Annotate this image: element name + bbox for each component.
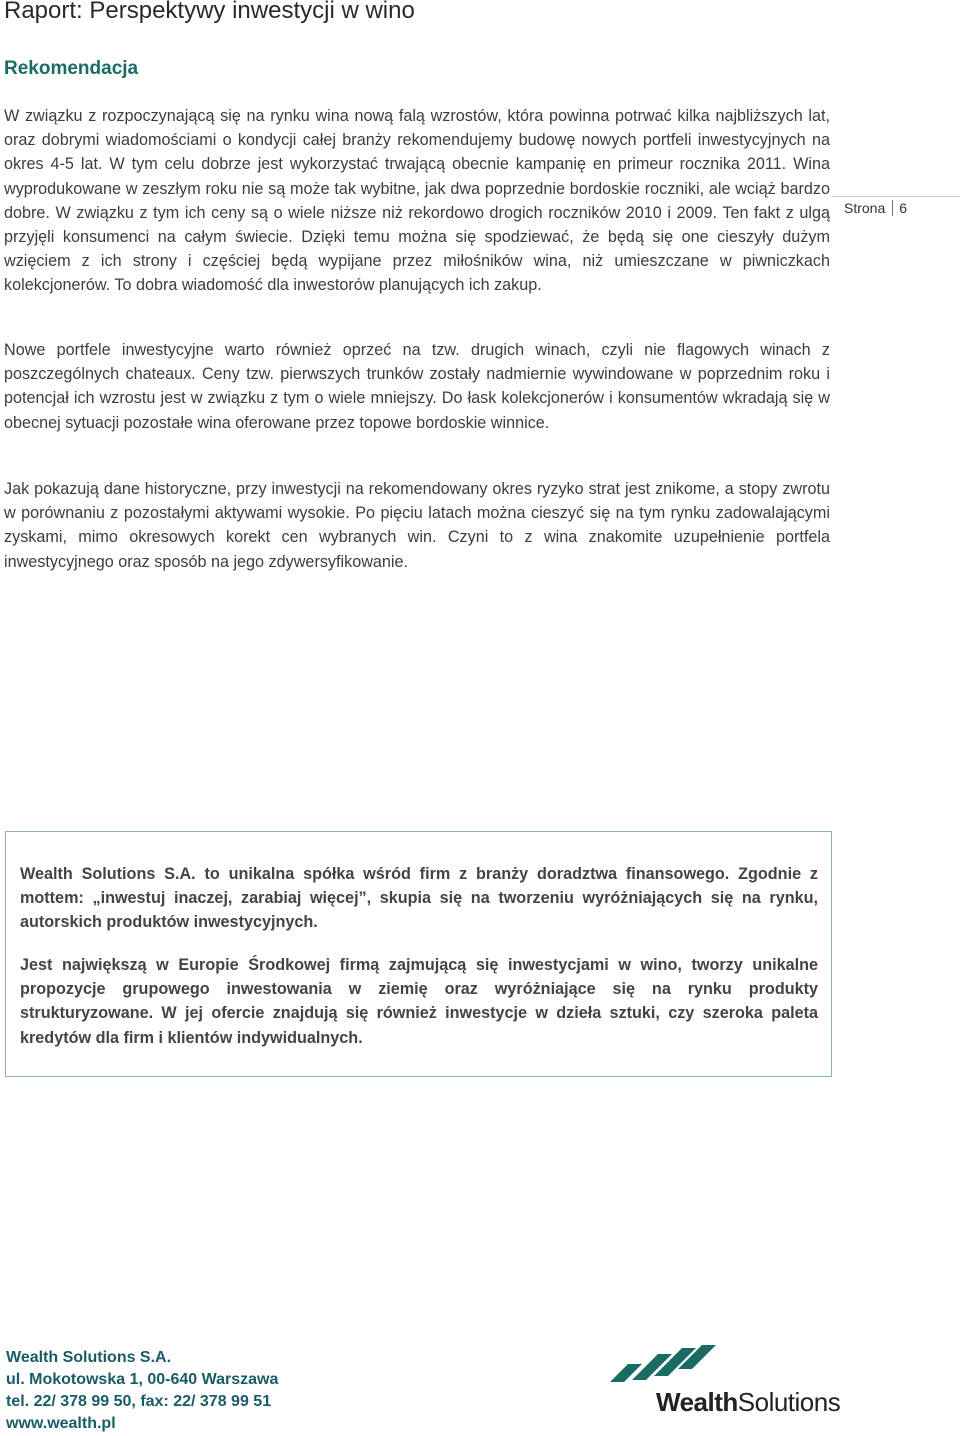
page-number-label: Strona [832, 200, 893, 216]
recommendation-paragraph: Nowe portfele inwestycyjne warto również oprzeć na tzw. drugich winach, czyli nie flagowych winach z poszczególnych chateaux. Ceny tzw. pierwszych trunków zostały nadmiernie wywindowane w poprzednim roku i potencjał ich wzrostu jest w związku z tym o wiele mniejszy. Do łask kolekcjonerów i konsumentów wkradają się w obecnej sytuacji pozostałe wina oferowane przez topowe bordoskie winnice. [4, 341, 830, 432]
footer-contact [6, 1347, 278, 1435]
section-heading: Rekomendacja [4, 58, 139, 79]
logo-wordmark: WealthSolutions [656, 1387, 841, 1417]
page-title: Raport: Perspektywy inwestycji w wino [4, 0, 415, 24]
footer-address: ul. Mokotowska 1, 00-640 Warszawa [6, 1371, 279, 1388]
footer-phone: tel. 22/ 378 99 50, fax: 22/ 378 99 51 [6, 1393, 272, 1410]
company-info-paragraph: Wealth Solutions S.A. to unikalna spółka wśród firm z branży doradztwa finansowego. Zgodnie z mottem: „inwestuj inaczej, zarabiaj więcej”, skupia się na tworzeniu wyróżniających się na rynku, autorskich produktów inwestycyjnych. [20, 865, 818, 932]
company-info-paragraph: Jest największą w Europie Środkowej firmą zajmującą się inwestycjami w wino, tworzy unikalne propozycje grupowego inwestowania w ziemię oraz wyróżniające się na rynku produkty strukturyzowane. W jej ofercie znajdują się również inwestycje w dzieła sztuki, czy szeroka paleta kredytów dla firm i klientów indywidualnych. [20, 956, 818, 1047]
page-number-value: 6 [899, 200, 908, 216]
footer-website-link[interactable]: www.wealth.pl [6, 1415, 116, 1432]
company-info-box [5, 831, 832, 1077]
recommendation-paragraph: W związku z rozpoczynającą się na rynku wina nową falą wzrostów, która powinna potrwać kilka najbliższych lat, oraz dobrymi wiadomościami o kondycji całej branży rekomendujemy budowę nowych portfeli inwestycyjnych na okres 4-5 lat. W tym celu dobrze jest wykorzystać trwającą obecnie kampanię en primeur rocznika 2011. Wina wyprodukowane w zeszłym roku nie są może tak wybitne, jak dwa poprzednie bordoskie roczniki, ale wciąż bardzo dobre. W związku z tym ich ceny są o wiele niższe niż rekordowo drogich roczników 2010 i 2009. Ten fakt z ulgą przyjęli konsumenci na całym świecie. Dzięki temu można się spodziewać, że będą się one cieszyły dużym wzięciem z ich strony i częściej będą wypijane przez miłośników wina, niż umieszczane w piwniczkach kolekcjonerów. To dobra wiadomość dla inwestorów planujących ich zakup. [4, 107, 830, 295]
page-number [832, 196, 960, 216]
recommendation-paragraph: Jak pokazują dane historyczne, przy inwestycji na rekomendowany okres ryzyko strat jest znikome, a stopy zwrotu w porównaniu z pozostałymi aktywami wysokie. Po pięciu latach można cieszyć się na tym rynku zadowalającymi zyskami, mimo okresowych korekt cen wybranych win. Czyni to z wina znakomite uzupełnienie portfela inwestycyjnego oraz sposób na jego zdywersyfikowanie. [4, 480, 830, 571]
footer-company-name: Wealth Solutions S.A. [6, 1349, 172, 1366]
